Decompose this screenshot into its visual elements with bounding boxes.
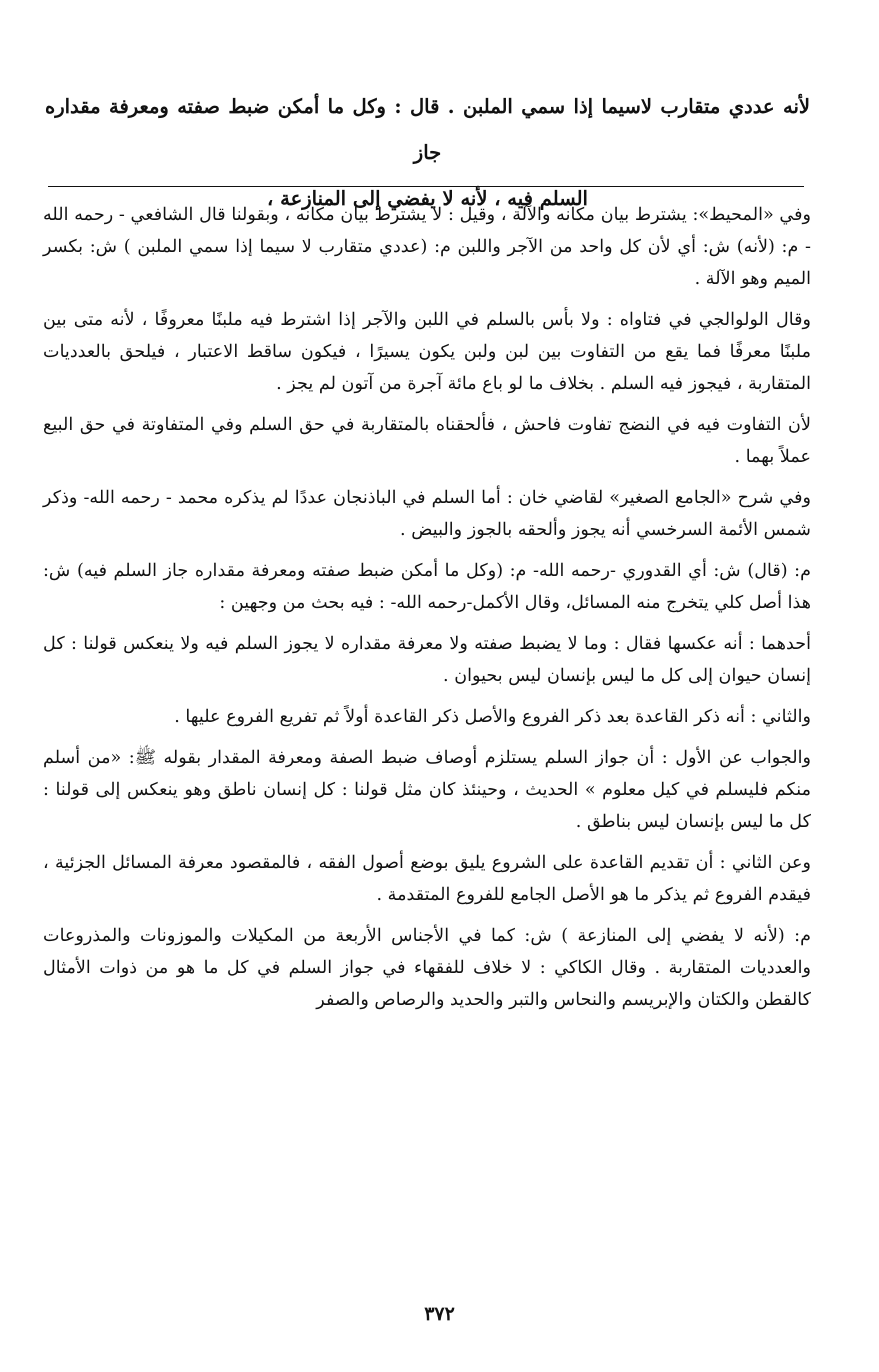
separator-rule bbox=[48, 186, 804, 187]
commentary-paragraph: وعن الثاني : أن تقديم القاعدة على الشروع يليق بوضع أصول الفقه ، فالمقصود معرفة المسائل الجزئية ، فيقدم الفروع ثم يذكر ما هو الأصل الجامع للفروع المتقدمة . bbox=[43, 853, 811, 905]
commentary-paragraph: والثاني : أنه ذكر القاعدة بعد ذكر الفروع والأصل ذكر القاعدة أولاً ثم تفريع الفروع عليها . bbox=[174, 707, 811, 727]
commentary-paragraph: والجواب عن الأول : أن جواز السلم يستلزم أوصاف ضبط الصفة ومعرفة المقدار بقوله ﷺ: «من أسلم منكم فليسلم في كيل معلوم » الحديث ، وحينئذ كان مثل قولنا : كل إنسان ناطق وهو ينعكس إلى قولنا : كل ما ليس بإنسان ليس بناطق . bbox=[43, 748, 811, 832]
commentary-paragraph: وفي «المحيط»: يشترط بيان مكانه والآلة ، وقيل : لا يشترط بيان مكانه ، وبقولنا قال الشافعي - رحمه الله - م: (لأنه) ش: أي لأن كل واحد من الآجر واللبن م: (عددي متقارب لا سيما إذا سمي الملبن ) ش: بكسر الميم وهو الآلة . bbox=[43, 205, 811, 289]
commentary-paragraph: وقال الولوالجي في فتاواه : ولا بأس بالسلم في اللبن والآجر إذا اشترط فيه ملبنًا معروفًا ، لأنه متى بين ملبنًا معرفًا فما يقع من التفاوت بين لبن ولبن يكون يسيرًا ، فيكون ساقط الاعتبار ، فيلحق بالعدديات المتقاربة ، فيجوز فيه السلم . بخلاف ما لو باع مائة آجرة من آتون لم يجز . bbox=[43, 310, 811, 394]
commentary bbox=[43, 199, 811, 1025]
commentary-paragraph: أحدهما : أنه عكسها فقال : وما لا يضبط صفته ولا معرفة مقداره لا يجوز السلم فيه ولا ينعكس قولنا : كل إنسان حيوان إلى كل ما ليس بإنسان ليس بحيوان . bbox=[43, 634, 811, 686]
commentary-paragraph: وفي شرح «الجامع الصغير» لقاضي خان : أما السلم في الباذنجان عددًا لم يذكره محمد - رحمه الله- وذكر شمس الأئمة السرخسي أنه يجوز وألحقه بالجوز والبيض . bbox=[43, 488, 811, 540]
commentary-paragraph: لأن التفاوت فيه في النضج تفاوت فاحش ، فألحقناه بالمتقاربة في حق السلم وفي المتفاوتة في حق البيع عملاً بهما . bbox=[43, 415, 811, 467]
main-text-line: لأنه عددي متقارب لاسيما إذا سمي الملبن . قال : وكل ما أمكن ضبط صفته ومعرفة مقداره جاز bbox=[45, 95, 810, 164]
commentary-paragraph: م: (قال) ش: أي القدوري -رحمه الله- م: (وكل ما أمكن ضبط صفته ومعرفة مقداره جاز السلم فيه) ش: هذا أصل كلي يتخرج منه المسائل، وقال الأكمل-رحمه الله- : فيه بحث من وجهين : bbox=[43, 561, 811, 613]
commentary-paragraph: م: (لأنه لا يفضي إلى المنازعة ) ش: كما في الأجناس الأربعة من المكيلات والموزونات والمذروعات والعدديات المتقاربة . وقال الكاكي : لا خلاف للفقهاء في جواز السلم في كل ما هو من ذوات الأمثال كالقطن والكتان والإبريسم والنحاس والتبر والحديد والرصاص والصفر bbox=[43, 926, 811, 1010]
page-number: ٣٧٢ bbox=[424, 1303, 455, 1325]
main-text-line: السلم فيه ، لأنه لا يفضي إلى المنازعة ، bbox=[267, 187, 588, 210]
